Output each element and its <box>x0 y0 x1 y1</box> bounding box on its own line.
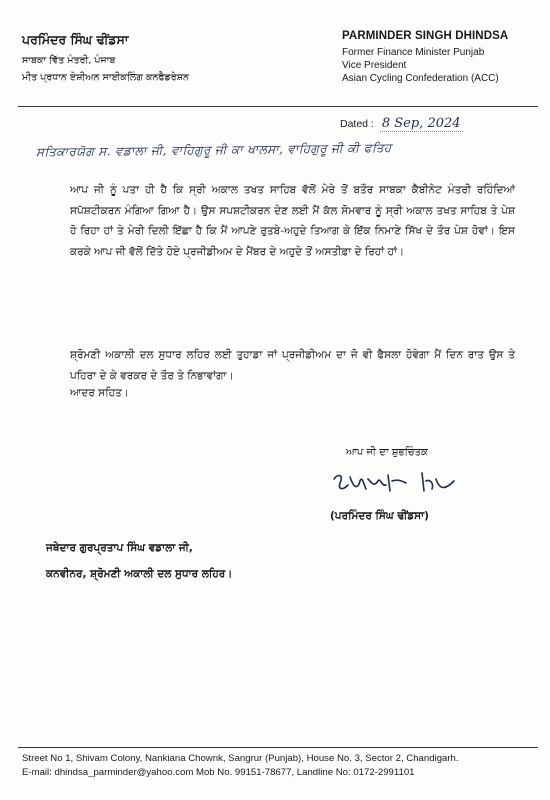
letterhead-divider <box>18 106 538 107</box>
body-paragraph-3: ਆਦਰ ਸਹਿਤ। <box>70 387 129 399</box>
body-paragraph-1: ਆਪ ਜੀ ਨੂੰ ਪਤਾ ਹੀ ਹੈ ਕਿ ਸ੍ਰੀ ਅਕਾਲ ਤਖਤ ਸਾਹਿਬ ਵੱਲੋਂ ਮੇਰੇ ਤੋਂ ਬਤੌਰ ਸਾਬਕਾ ਕੈਬੀਨੇਟ ਮੰਤਰੀ ਰਹਿੰਦਿਆਂ ਸਪੱਸ਼ਟੀਕਰਨ ਮੰਗਿਆ ਗਿਆ ਹੈ। ਉਸ ਸਪਸ਼ਟੀਕਰਨ ਦੇਣ ਲਈ ਮੈਂ ਕੱਲ ਸੋਮਵਾਰ ਨੂੰ ਸ੍ਰੀ ਅਕਾਲ ਤਖਤ ਸਾਹਿਬ ਤੇ ਪੇਸ਼ ਹੋ ਰਿਹਾ ਹਾਂ ਤੇ ਮੇਰੀ ਦਿਲੀ ਇੱਛਾ ਹੈ ਕਿ ਮੈਂ ਆਪਣੇ ਰੁਤਬੇ-ਅਹੁਦੇ ਤਿਆਗ ਕੇ ਇੱਕ ਨਿਮਾਣੇ ਸਿੱਖ ਦੇ ਤੌਰ ਪੇਸ਼ ਹੋਵਾਂ। ਇਸ ਕਰਕੇ ਆਪ ਜੀ ਵੱਲੋਂ ਦਿੱਤੇ ਹੋਏ ਪ੍ਰਜੀਡੀਅਮ ਦੇ ਮੈਂਬਰ ਦੇ ਅਹੁਦੇ ਤੋਂ ਅਸਤੀਫ਼ਾ ਦੇ ਰਿਹਾਂ ਹਾਂ। <box>70 184 515 258</box>
footer-email-phone: E-mail: dhindsa_parminder@yahoo.com Mob No. 99151-78677, Landline No: 0172-2991101 <box>22 766 415 778</box>
body-paragraph-2: ਸ਼੍ਰੋਮਣੀ ਅਕਾਲੀ ਦਲ ਸੁਧਾਰ ਲਹਿਰ ਲਈ ਤੁਹਾਡਾ ਜਾਂ ਪ੍ਰਜੀਡੀਅਮ ਦਾ ਜੋ ਵੀ ਫੈਸਲਾ ਹੋਵੇਗਾ ਮੈਂ ਦਿਨ ਰਾਤ ਉਸ ਤੇ ਪਹਿਰਾ ਦੇ ਕੇ ਵਰਕਰ ਦੇ ਤੌਰ ਤੇ ਨਿਭਾਵਾਂਗਾ। <box>70 349 515 382</box>
letterhead-punjabi-title: ਸਾਬਕਾ ਵਿੱਤ ਮੰਤਰੀ, ਪੰਜਾਬ <box>22 55 116 66</box>
date-label: Dated : <box>340 118 374 130</box>
letterhead-punjabi-name: ਪਰਮਿੰਦਰ ਸਿੰਘ ਢੀਂਡਸਾ <box>22 32 129 47</box>
handwritten-signature <box>328 467 468 503</box>
recipient-block <box>46 535 232 587</box>
letterhead-english-title: Former Finance Minister Punjab <box>342 47 485 58</box>
signatory-name: (ਪਰਮਿੰਦਰ ਸਿੰਘ ਢੀਂਡਸਾ) <box>330 510 429 522</box>
letterhead-punjabi <box>22 32 282 86</box>
footer-contact <box>22 752 542 779</box>
letterhead-punjabi-role: ਮੀਤ ਪ੍ਰਧਾਨ ਏਸ਼ੀਅਨ ਸਾਈਕਲਿੰਗ ਕਨਫੈਡਰੇਸ਼ਨ <box>22 72 189 83</box>
date-line <box>340 116 463 131</box>
recipient-name: ਜਥੇਦਾਰ ਗੁਰਪ੍ਰਤਾਪ ਸਿੰਘ ਵਡਾਲਾ ਜੀ, <box>46 542 193 554</box>
letterhead-english-role: Vice President <box>342 60 407 72</box>
closing-phrase: ਆਪ ਜੀ ਦਾ ਸ਼ੁਭਚਿੰਤਕ <box>346 447 428 458</box>
letterhead-english-org: Asian Cycling Confederation (ACC) <box>342 73 499 85</box>
handwritten-salutation: ਸਤਿਕਾਰਯੋਗ ਸ. ਵਡਾਲਾ ਜੀ, ਵਾਹਿਗੁਰੂ ਜੀ ਕਾ ਖਾਲਸਾ, ਵਾਹਿਗੁਰੂ ਜੀ ਕੀ ਫਤਿਹ <box>35 140 392 160</box>
footer-address: Street No 1, Shivam Colony, Nankiana Chownk, Sangrur (Punjab), House No. 3, Sector 2, Chandigarh. <box>22 753 459 764</box>
recipient-designation: ਕਨਵੀਨਰ, ਸ਼੍ਰੋਮਣੀ ਅਕਾਲੀ ਦਲ ਸੁਧਾਰ ਲਹਿਰ। <box>46 568 233 580</box>
footer-divider <box>18 747 538 748</box>
letterhead-english <box>342 30 542 86</box>
letterhead-english-name: PARMINDER SINGH DHINDSA <box>342 30 509 42</box>
date-value: 8 Sep, 2024 <box>381 116 461 131</box>
